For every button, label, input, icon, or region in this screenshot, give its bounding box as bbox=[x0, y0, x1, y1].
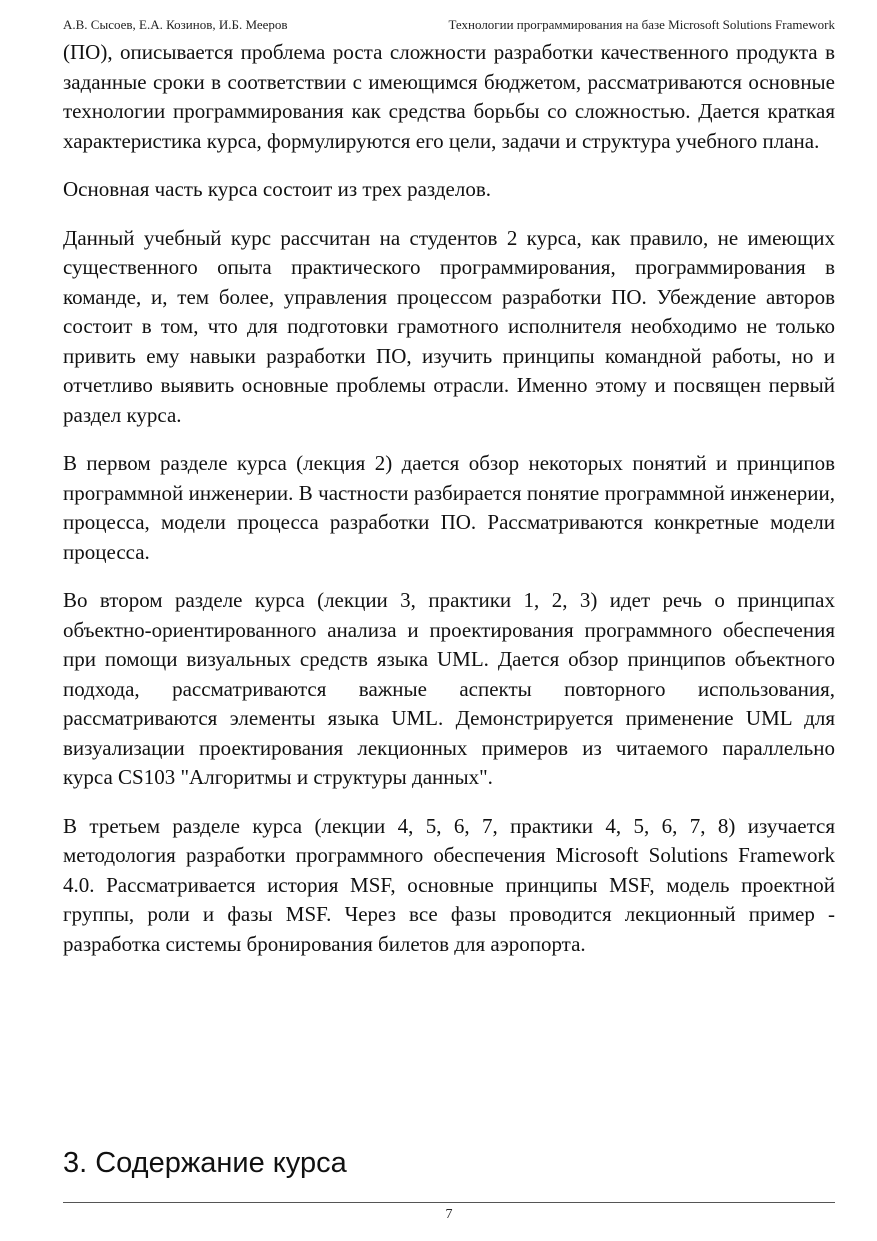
header-book-title: Технологии программирования на базе Microsoft Solutions Framework bbox=[448, 17, 835, 32]
section-heading: 3. Содержание курса bbox=[63, 1147, 347, 1179]
paragraph-main-part: Основная часть курса состоит из трех разделов. bbox=[63, 177, 491, 201]
paragraph-third-section: В третьем разделе курса (лекции 4, 5, 6, 7, практики 4, 5, 6, 7, 8) изучается методология разработки программного обеспечения Microsoft Solutions Framework 4.0. Рассматривается история MSF, основные принципы MSF, модель проектной группы, роли и фазы MSF. Через все фазы проводится лекционный пример - разработка системы бронирования билетов для аэропорта. bbox=[63, 813, 835, 956]
paragraph-second-section: Во втором разделе курса (лекции 3, практики 1, 2, 3) идет речь о принципах объектно-ориентированного анализа и проектирования программного обеспечения при помощи визуальных средств языка UML. Дается обзор принципов объектного подхода, рассматриваются важные аспекты повторного использования, рассматриваются элементы языка UML. Демонстрируется применение UML для визуализации проектирования лекционных примеров из читаемого параллельно курса CS103 "Алгоритмы и структуры данных". bbox=[63, 588, 835, 789]
footer-divider bbox=[63, 1202, 835, 1203]
paragraph-target-audience: Данный учебный курс рассчитан на студентов 2 курса, как правило, не имеющих существенного опыта практического программирования, программирования в команде, и, тем более, управления процессом разработки ПО. Убеждение авторов состоит в том, что для подготовки грамотного исполнителя необходимо не только привить ему навыки разработки ПО, изучить принципы командной работы, но и отчетливо выявить основные проблемы отрасли. Именно этому и посвящен первый раздел курса. bbox=[63, 225, 835, 427]
paragraph-first-section: В первом разделе курса (лекция 2) дается обзор некоторых понятий и принципов программной инженерии. В частности разбирается понятие программной инженерии, процесса, модели процесса разработки ПО. Рассматриваются конкретные модели процесса. bbox=[63, 451, 835, 564]
header-authors: А.В. Сысоев, Е.А. Козинов, И.Б. Мееров bbox=[63, 17, 288, 32]
body-text bbox=[63, 38, 835, 978]
page-number: 7 bbox=[445, 1207, 453, 1222]
paragraph-course-overview: (ПО), описывается проблема роста сложности разработки качественного продукта в заданные сроки в соответствии с имеющимся бюджетом, рассматриваются основные технологии программирования как средства борьбы со сложностью. Дается краткая характеристика курса, формулируются его цели, задачи и структура учебного плана. bbox=[63, 40, 835, 153]
